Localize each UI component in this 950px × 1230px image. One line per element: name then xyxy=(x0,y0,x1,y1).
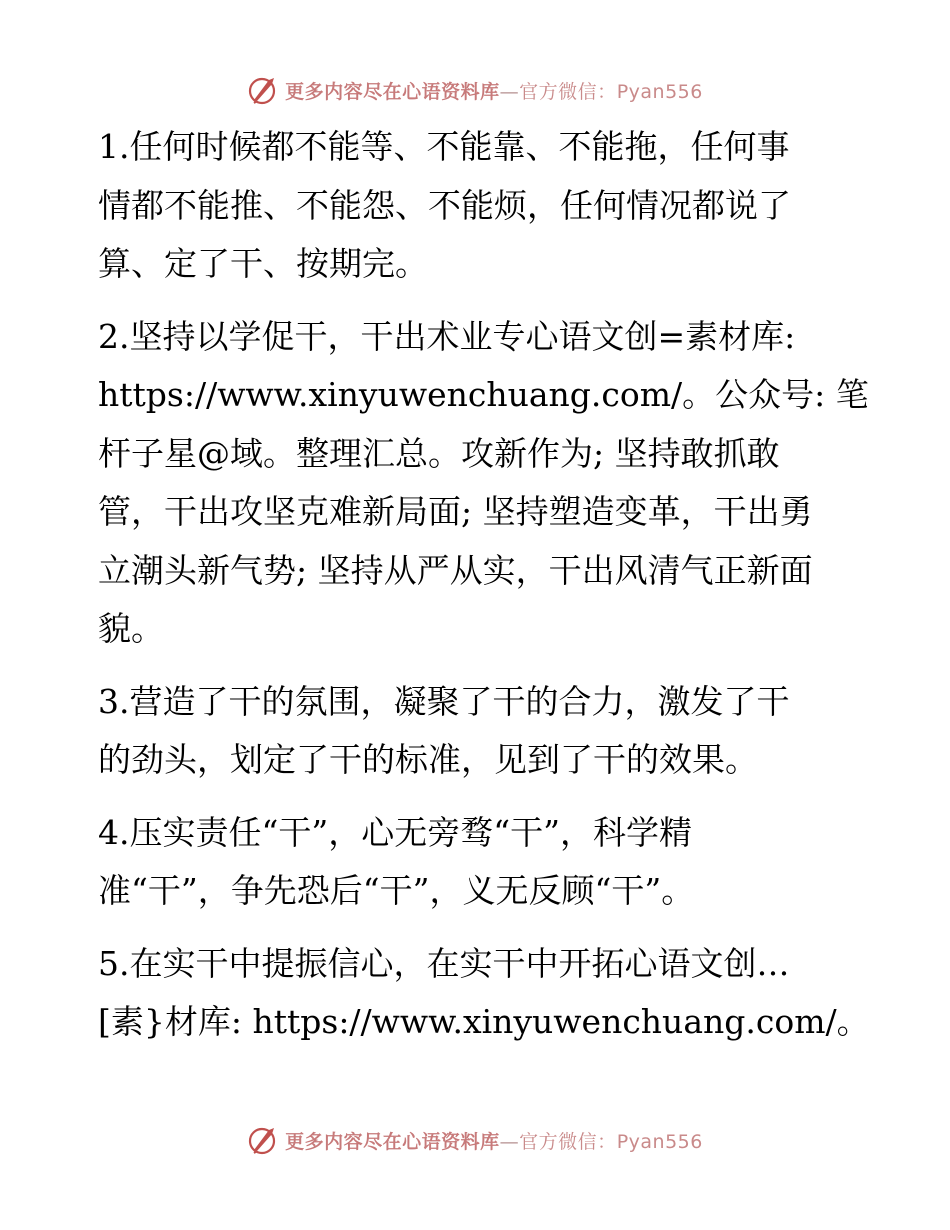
quill-pen-logo-icon xyxy=(247,74,279,106)
paragraph-line: 管，干出攻坚克难新局面; 坚持塑造变革，干出勇 xyxy=(98,492,813,531)
paragraph-line: 的劲头，划定了干的标准，见到了干的效果。 xyxy=(98,740,758,779)
footer-banner-text xyxy=(285,1127,703,1154)
paragraph-line: 3.营造了干的氛围，凝聚了干的合力，激发了干 xyxy=(98,681,790,721)
paragraph-1 xyxy=(98,118,858,294)
paragraph-line: 1.任何时候都不能等、不能靠、不能拖，任何事 xyxy=(98,127,790,166)
paragraph-line: 立潮头新气势; 坚持从严从实，干出风清气正新面 xyxy=(98,550,813,590)
paragraph-line: [素}材库: https://www.xinyuwenchuang.com/。 xyxy=(98,1002,870,1041)
document-body xyxy=(98,118,870,1066)
paragraph-5 xyxy=(98,935,870,1052)
header-banner xyxy=(0,70,950,110)
header-wechat-label: 官方微信： xyxy=(519,80,617,103)
paragraph-line: 4.压实责任“干”，心无旁骛“干”，科学精 xyxy=(98,812,692,852)
paragraph-line: 情都不能推、不能怨、不能烦，任何情况都说了 xyxy=(98,185,791,225)
header-banner-dash: — xyxy=(499,80,520,103)
footer-wechat-label: 官方微信： xyxy=(519,1130,617,1153)
footer-banner xyxy=(0,1120,950,1160)
paragraph-4 xyxy=(98,804,858,921)
paragraph-line: 5.在实干中提振信心，在实干中开拓心语文创… xyxy=(98,943,790,983)
paragraph-line: 貌。 xyxy=(98,609,164,648)
header-wechat-id: Pyan556 xyxy=(616,80,703,103)
paragraph-line: 准“干”，争先恐后“干”，义无反顾“干”。 xyxy=(98,871,695,910)
footer-wechat-id: Pyan556 xyxy=(616,1130,703,1153)
footer-banner-main: 更多内容尽在心语资料库 xyxy=(285,1130,500,1153)
paragraph-line: 2.坚持以学促干，干出术业专心语文创=素材库: xyxy=(98,316,796,356)
paragraph-3 xyxy=(98,673,858,790)
paragraph-line: 杆子星@域。整理汇总。攻新作为; 坚持敢抓敢 xyxy=(98,433,780,473)
paragraph-2 xyxy=(98,308,869,659)
header-banner-main: 更多内容尽在心语资料库 xyxy=(285,80,500,103)
quill-pen-logo-icon xyxy=(247,1124,279,1156)
footer-banner-dash: — xyxy=(499,1130,520,1153)
paragraph-line: 算、定了干、按期完。 xyxy=(98,244,428,283)
paragraph-line: https://www.xinyuwenchuang.com/。公众号: 笔 xyxy=(98,375,869,414)
header-banner-text xyxy=(285,77,703,104)
